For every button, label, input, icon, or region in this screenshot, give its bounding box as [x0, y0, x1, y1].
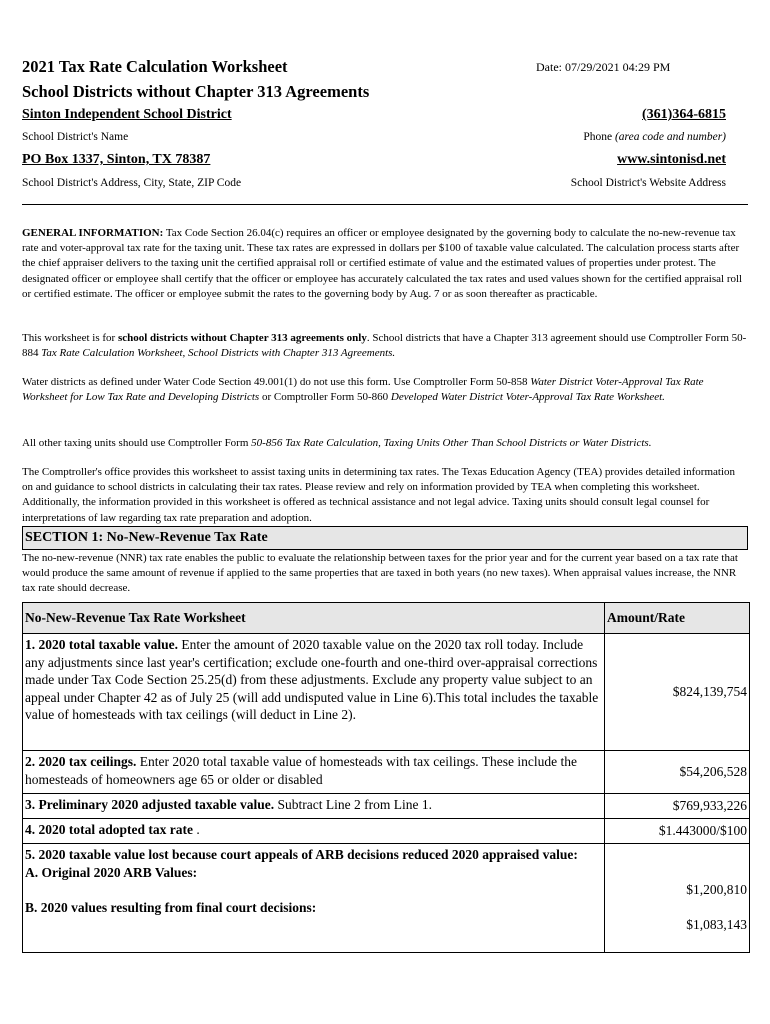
section-1-heading: SECTION 1: No-New-Revenue Tax Rate [22, 526, 748, 550]
table-row [23, 751, 750, 794]
no-new-revenue-worksheet-table [22, 602, 750, 953]
worksheet-title: 2021 Tax Rate Calculation Worksheet [22, 57, 288, 76]
line-2-description: 2. 2020 tax ceilings. Enter 2020 total taxable value of homesteads with tax ceilings. These include the homesteads of homeowners age 65 or older or disabled [23, 751, 605, 794]
line-5a-amount[interactable]: $1,200,810 [686, 882, 747, 897]
line-3-description: 3. Preliminary 2020 adjusted taxable value. Subtract Line 2 from Line 1. [23, 794, 605, 819]
district-website-caption: School District's Website Address [570, 177, 726, 189]
worksheet-scope-paragraph: This worksheet is for school districts without Chapter 313 agreements only. School districts that have a Chapter 313 agreement should use Comptroller Form 50-884 Tax Rate Calculation Worksheet, School Districts with Chapter 313 Agreements. [22, 332, 747, 360]
table-row [23, 794, 750, 819]
worksheet-date: Date: 07/29/2021 04:29 PM [536, 60, 671, 74]
section-1-intro: The no-new-revenue (NNR) tax rate enables the public to evaluate the relationship between taxes for the prior year and for the current year based on a tax rate that would produce the same amount of revenue if applied to the same properties that are taxed in both years (no new taxes). When appraisal values increase, the NNR tax rate should decrease. [22, 552, 738, 595]
comptroller-paragraph: The Comptroller's office provides this worksheet to assist taxing units in determining tax rates. The Texas Education Agency (TEA) provides detailed information on and guidance to school districts in calculating their tax rates. Please review and rely on information provided by TEA when completing this worksheet. Additionally, the information provided in this worksheet is offered as technical assistance and not legal advice. Taxing units should consult legal counsel for interpretations of law regarding tax rate preparation and adoption. [22, 466, 735, 524]
other-units-paragraph: All other taxing units should use Comptroller Form 50-856 Tax Rate Calculation, Taxing Units Other Than School Districts or Water Districts. [22, 437, 652, 449]
district-address-field[interactable]: PO Box 1337, Sinton, TX 78387 [22, 152, 211, 167]
line-1-amount[interactable]: $824,139,754 [605, 634, 750, 751]
line-4-description: 4. 2020 total adopted tax rate . [23, 819, 605, 844]
line-1-description: 1. 2020 total taxable value. Enter the amount of 2020 taxable value on the 2020 tax roll today. Include any adjustments since last year's certification; exclude one-fourth and one-third over-appraisal corrections made under Tax Code Section 25.25(d) from these adjustments. Exclude any property value subject to an appeal under Chapter 42 as of July 25 (will add undisputed value in Line 6).This total includes the taxable value of homesteads with tax ceilings (will deduct in Line 2). [23, 634, 605, 751]
line-5b-amount[interactable]: $1,083,143 [686, 917, 747, 932]
line-5-description: 5. 2020 taxable value lost because court appeals of ARB decisions reduced 2020 appraised value: A. Original 2020 ARB Values: B. 2020 values resulting from final court decisions: [23, 844, 605, 953]
district-phone-caption: Phone (area code and number) [583, 131, 726, 143]
general-information-paragraph: GENERAL INFORMATION: Tax Code Section 26.04(c) requires an officer or employee designated by the governing body to calculate the no-new-revenue tax rate and voter-approval tax rate for the taxing unit. These tax rates are expressed in dollars per $100 of taxable value calculated. The calculation process starts after the chief appraiser delivers to the taxing unit the certified appraisal roll or certified estimate of value and the estimated values of properties under protest. The designated officer or employee shall certify that the officer or employee has accurately calculated the tax rates and used values shown for the certified appraisal roll or certified estimate. The officer or employee submit the rates to the governing body by Aug. 7 or as soon thereafter as practicable. [22, 227, 743, 300]
line-2-amount[interactable]: $54,206,528 [605, 751, 750, 794]
district-name-caption: School District's Name [22, 131, 129, 143]
worksheet-subtitle: School Districts without Chapter 313 Agreements [22, 82, 370, 101]
table-row [23, 819, 750, 844]
column-header-amount: Amount/Rate [605, 603, 750, 634]
water-districts-paragraph: Water districts as defined under Water Code Section 49.001(1) do not use this form. Use Comptroller Form 50-858 Water District Voter-Approval Tax Rate Worksheet for Low Tax Rate and Developing Districts or Comptroller Form 50-860 Developed Water District Voter-Approval Tax Rate Worksheet. [22, 376, 704, 404]
line-5-amounts [605, 844, 750, 953]
column-header-worksheet: No-New-Revenue Tax Rate Worksheet [23, 603, 605, 634]
table-header-row [23, 603, 750, 634]
table-row [23, 844, 750, 953]
table-row [23, 634, 750, 751]
district-name-field[interactable]: Sinton Independent School District [22, 107, 232, 122]
district-phone-field[interactable]: (361)364-6815 [642, 107, 726, 122]
district-website-field[interactable]: www.sintonisd.net [617, 152, 726, 167]
line-4-amount[interactable]: $1.443000/$100 [605, 819, 750, 844]
header-divider [22, 204, 748, 205]
line-3-amount[interactable]: $769,933,226 [605, 794, 750, 819]
district-address-caption: School District's Address, City, State, ZIP Code [22, 177, 242, 189]
